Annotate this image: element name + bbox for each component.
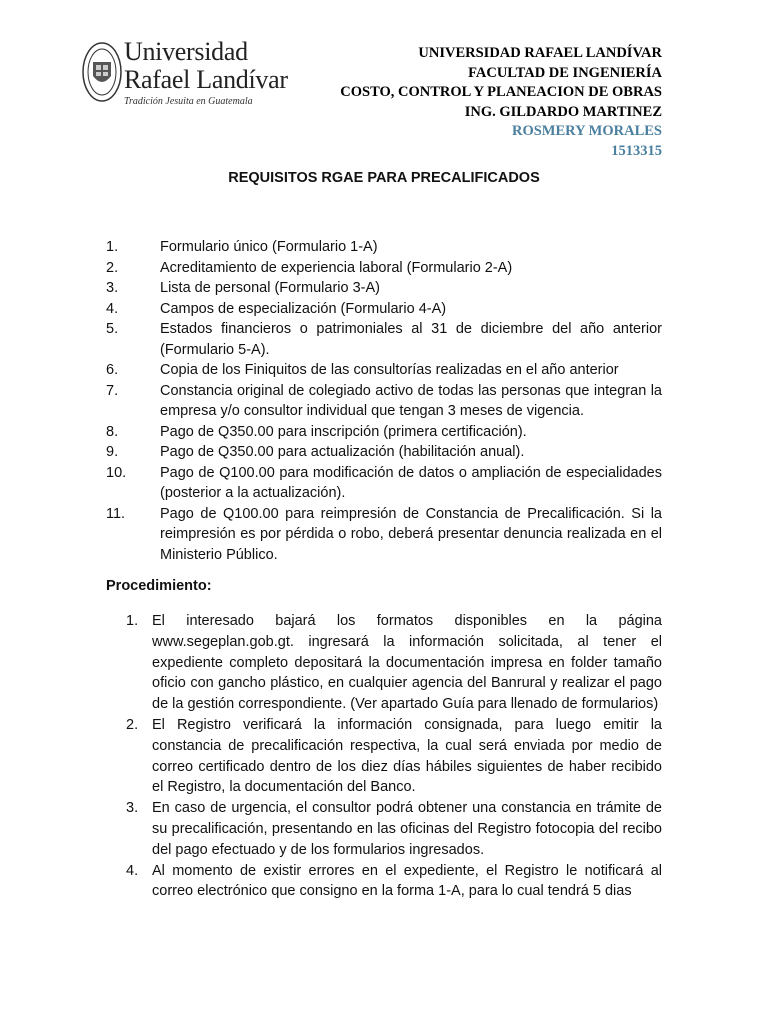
list-number: 1. bbox=[126, 613, 139, 629]
logo-text-line1: Universidad bbox=[124, 37, 248, 66]
requirement-item bbox=[106, 360, 662, 381]
requirement-item bbox=[106, 463, 662, 504]
procedure-step bbox=[126, 861, 662, 903]
list-number: 11. bbox=[106, 505, 126, 522]
requirements-list bbox=[106, 237, 662, 565]
header-course: COSTO, CONTROL Y PLANEACION DE OBRAS bbox=[340, 84, 662, 100]
list-item-text: Estados financieros o patrimoniales al 31 de diciembre del año anterior (Formulario 5-A). bbox=[160, 321, 662, 358]
list-item-text: Campos de especialización (Formulario 4-A) bbox=[160, 300, 447, 317]
list-number: 5. bbox=[106, 321, 119, 337]
requirement-item bbox=[106, 504, 662, 566]
header-student-id: 1513315 bbox=[611, 142, 662, 159]
requirement-item bbox=[106, 422, 662, 443]
university-seal-icon bbox=[82, 40, 122, 104]
requirement-item bbox=[106, 442, 662, 463]
list-number: 7. bbox=[106, 382, 119, 399]
logo-text-line2: Rafael Landívar bbox=[124, 65, 288, 94]
list-item-text: Al momento de existir errores en el expediente, el Registro le notificará al correo electrónico que consigno en la forma 1-A, para lo cual tendrá 5 dias bbox=[152, 862, 662, 900]
procedure-heading: Procedimiento: bbox=[106, 578, 212, 594]
logo-tagline: Tradición Jesuita en Guatemala bbox=[124, 96, 253, 107]
university-logo bbox=[82, 36, 288, 116]
list-item-text: El interesado bajará los formatos disponibles en la página www.segeplan.gob.gt. ingresará la información solicitada, al tener el expediente completo depositará la documentación impresa en folder tamaño oficio con gancho plástico, en cualquier agencia del Banrural y realizar el pago de la gestión correspondiente. (Ver apartado Guía para llenado de formularios) bbox=[152, 613, 662, 713]
list-number: 4. bbox=[106, 300, 119, 317]
header-student-name: ROSMERY MORALES bbox=[511, 123, 662, 139]
list-number: 2. bbox=[126, 716, 139, 733]
list-item-text: Acreditamiento de experiencia laboral (Formulario 2-A) bbox=[160, 259, 513, 276]
list-number: 9. bbox=[106, 444, 119, 460]
list-number: 3. bbox=[106, 280, 119, 296]
procedure-step bbox=[126, 715, 662, 798]
header-faculty: FACULTAD DE INGENIERÍA bbox=[468, 64, 662, 81]
list-item-text: Pago de Q100.00 para modificación de datos o ampliación de especialidades (posterior a la actualización). bbox=[160, 464, 662, 501]
list-item-text: Pago de Q350.00 para actualización (habilitación anual). bbox=[160, 444, 525, 460]
list-item-text: Copia de los Finiquitos de las consultorías realizadas en el año anterior bbox=[160, 362, 619, 378]
requirement-item bbox=[106, 381, 662, 422]
list-number: 6. bbox=[106, 362, 119, 378]
list-item-text: Formulario único (Formulario 1-A) bbox=[160, 239, 378, 255]
procedure-step bbox=[126, 611, 662, 715]
procedure-list bbox=[126, 611, 662, 902]
list-item-text: El Registro verificará la información consignada, para luego emitir la constancia de precalificación respectiva, la cual será enviada por medio de correo certificado dentro de los diez días hábiles siguientes de haber recibido el Registro, la documentación del Banco. bbox=[152, 716, 662, 796]
list-item-text: En caso de urgencia, el consultor podrá obtener una constancia en trámite de su precalificación, presentando en las oficinas del Registro fotocopia del recibo del pago efectuado y de los formularios ingresados. bbox=[152, 800, 662, 858]
requirement-item bbox=[106, 319, 662, 360]
list-number: 1. bbox=[106, 239, 119, 255]
header-university: UNIVERSIDAD RAFAEL LANDÍVAR bbox=[418, 45, 662, 61]
list-item-text: Pago de Q100.00 para reimpresión de Constancia de Precalificación. Si la reimpresión es por pérdida o robo, deberá presentar denuncia realizada en el Ministerio Público. bbox=[160, 505, 662, 563]
requirement-item bbox=[106, 237, 662, 258]
requirement-item bbox=[106, 299, 662, 320]
list-item-text: Pago de Q350.00 para inscripción (primera certificación). bbox=[160, 423, 527, 440]
list-number: 4. bbox=[126, 862, 139, 879]
requirement-item bbox=[106, 258, 662, 279]
document-title: REQUISITOS RGAE PARA PRECALIFICADOS bbox=[228, 170, 540, 186]
list-number: 10. bbox=[106, 464, 127, 481]
document-header bbox=[340, 44, 662, 161]
header-professor: ING. GILDARDO MARTINEZ bbox=[464, 103, 662, 120]
list-number: 2. bbox=[106, 259, 119, 276]
list-item-text: Lista de personal (Formulario 3-A) bbox=[160, 280, 381, 296]
requirement-item bbox=[106, 278, 662, 299]
procedure-step bbox=[126, 798, 662, 860]
list-number: 3. bbox=[126, 800, 139, 817]
list-number: 8. bbox=[106, 423, 119, 440]
list-item-text: Constancia original de colegiado activo de todas las personas que integran la empresa y/o consultor individual que tengan 3 meses de vigencia. bbox=[160, 382, 662, 419]
